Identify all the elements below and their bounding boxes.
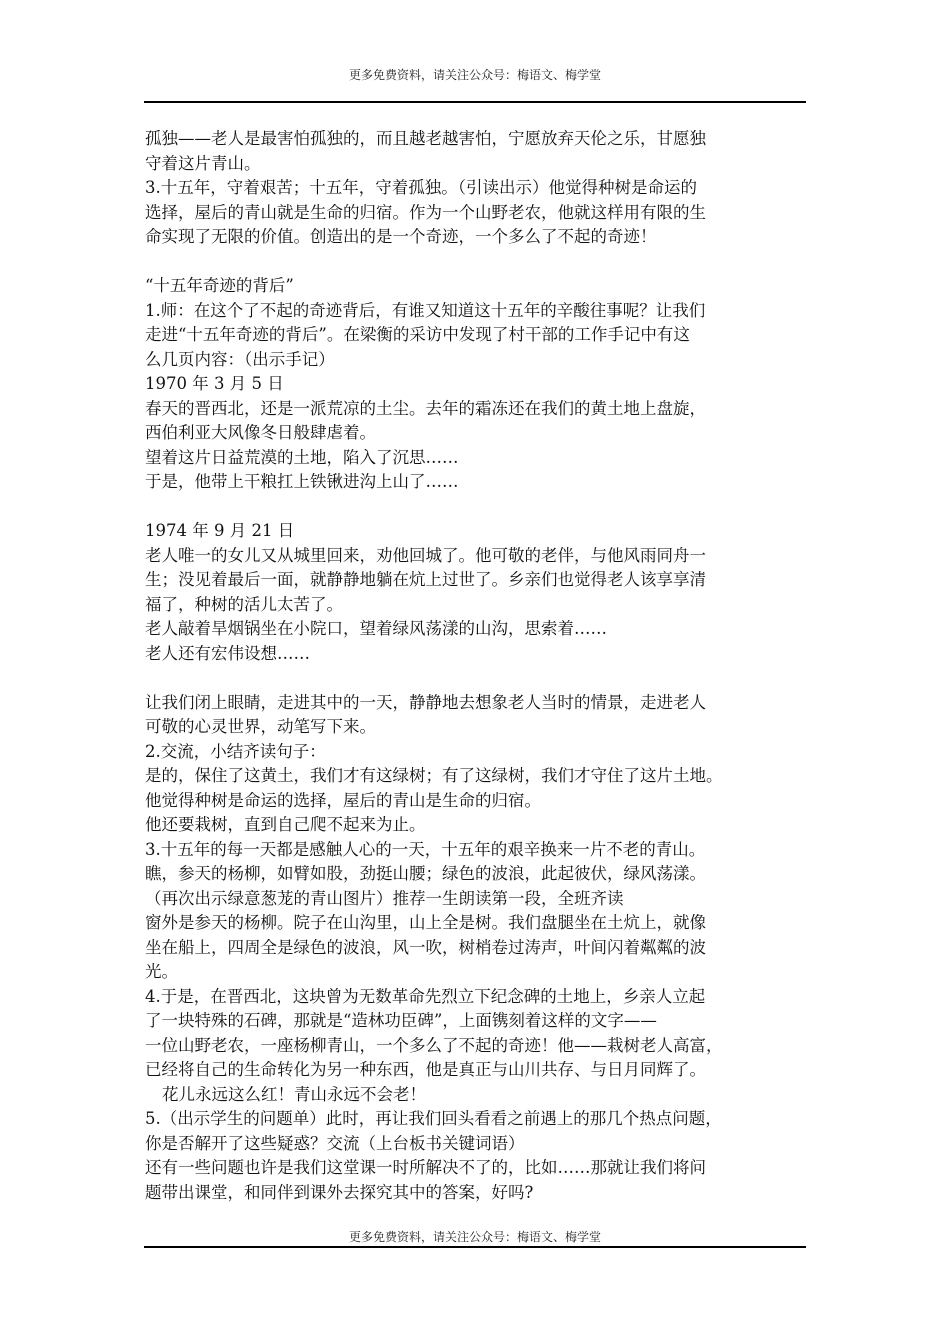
text-line: （再次出示绿意葱茏的青山图片）推荐一生朗读第一段，全班齐读 [145, 888, 624, 908]
text-line: 守着这片青山。 [145, 153, 261, 173]
footer-divider [144, 1246, 806, 1248]
text-line: 了一块特殊的石碑，那就是“造林功臣碑”，上面镌刻着这样的文字—— [145, 1011, 657, 1030]
text-line: 1.师：在这个了不起的奇迹背后，有谁又知道这十五年的辛酸往事呢？让我们 [145, 300, 706, 320]
page-footer: 更多免费资料，请关注公众号：梅语文、梅学堂 [348, 1230, 601, 1244]
text-line: 生；没见着最后一面，就静静地躺在炕上过世了。乡亲们也觉得老人该享享清 [145, 570, 706, 589]
text-line: 4.于是，在晋西北，这块曾为无数革命先烈立下纪念碑的土地上，乡亲人立起 [145, 986, 706, 1006]
text-line: 已经将自己的生命转化为另一种东西，他是真正与山川共存、与日月同辉了。 [145, 1060, 706, 1079]
text-line: 还有一些问题也许是我们这堂课一时所解决不了的，比如……那就让我们将问 [145, 1158, 706, 1177]
blank-line [145, 666, 815, 691]
text-line: 光。 [145, 962, 178, 981]
page-header: 更多免费资料，请关注公众号：梅语文、梅学堂 [348, 68, 601, 82]
document-body [145, 127, 815, 1205]
section-heading: “十五年奇迹的背后” [145, 276, 294, 295]
text-line: 福了，种树的活儿太苦了。 [145, 594, 343, 614]
text-line: 于是，他带上干粮扛上铁锹进沟上山了…… [145, 472, 459, 491]
text-line: 一位山野老农，一座杨柳青山，一个多么了不起的奇迹！他——栽树老人高富， [145, 1035, 723, 1055]
text-line: 让我们闭上眼睛，走进其中的一天，静静地去想象老人当时的情景，走进老人 [145, 692, 706, 712]
text-line: 走进“十五年奇迹的背后”。在梁衡的采访中发现了村干部的工作手记中有这 [145, 325, 690, 344]
blank-line [145, 495, 815, 520]
text-line: 孤独——老人是最害怕孤独的，而且越老越害怕，宁愿放弃天伦之乐，甘愿独 [145, 129, 706, 148]
text-line: 望着这片日益荒漠的土地，陷入了沉思…… [145, 447, 459, 467]
text-line: 老人唯一的女儿又从城里回来，劝他回城了。他可敬的老伴，与他风雨同舟一 [145, 545, 706, 565]
text-line: 窗外是参天的杨柳。院子在山沟里，山上全是树。我们盘腿坐在土炕上，就像 [145, 913, 706, 932]
text-line: 命实现了无限的价值。创造出的是一个奇迹，一个多么了不起的奇迹！ [145, 227, 657, 246]
blank-line [145, 250, 815, 275]
date-line: 1974 年 9 月 21 日 [145, 521, 295, 540]
text-line: 老人敲着旱烟锅坐在小院口，望着绿风荡漾的山沟，思索着…… [145, 619, 607, 638]
text-line: 你是否解开了这些疑惑？交流（上台板书关键词语） [145, 1133, 525, 1153]
text-line: 瞧，参天的杨柳，如臂如股，劲挺山腰；绿色的波浪，此起彼伏，绿风荡漾。 [145, 864, 706, 883]
date-line: 1970 年 3 月 5 日 [145, 374, 284, 393]
text-line: 可敬的心灵世界，动笔写下来。 [145, 717, 376, 736]
text-line: 3.十五年，守着艰苦；十五年，守着孤独。（引读出示）他觉得种树是命运的 [145, 178, 697, 197]
text-line: 么几页内容：（出示手记） [145, 349, 335, 369]
text-line: 坐在船上，四周全是绿色的波浪，风一吹，树梢卷过涛声，叶间闪着粼粼的波 [145, 937, 706, 957]
text-line: 3.十五年的每一天都是感触人心的一天，十五年的艰辛换来一片不老的青山。 [145, 839, 706, 859]
text-line: 他觉得种树是命运的选择，屋后的青山是生命的归宿。 [145, 790, 541, 810]
text-line: 是的，保住了这黄土，我们才有这绿树；有了这绿树，我们才守住了这片土地。 [145, 766, 723, 785]
text-line: 春天的晋西北，还是一派荒凉的土尘。去年的霜冻还在我们的黄土地上盘旋， [145, 398, 706, 418]
text-line: 2.交流，小结齐读句子： [145, 741, 326, 761]
text-line: 西伯利亚大风像冬日般肆虐着。 [145, 423, 376, 442]
header-divider [144, 101, 806, 103]
text-line: 老人还有宏伟设想…… [145, 643, 310, 663]
text-line: 题带出课堂，和同伴到课外去探究其中的答案，好吗? [145, 1182, 534, 1202]
text-line: 花儿永远这么红！青山永远不会老！ [162, 1084, 426, 1104]
text-line: 他还要栽树，直到自己爬不起来为止。 [145, 815, 426, 834]
text-line: 5.（出示学生的问题单）此时，再让我们回头看看之前遇上的那几个热点问题， [145, 1109, 722, 1128]
text-line: 选择，屋后的青山就是生命的归宿。作为一个山野老农，他就这样用有限的生 [145, 202, 706, 222]
